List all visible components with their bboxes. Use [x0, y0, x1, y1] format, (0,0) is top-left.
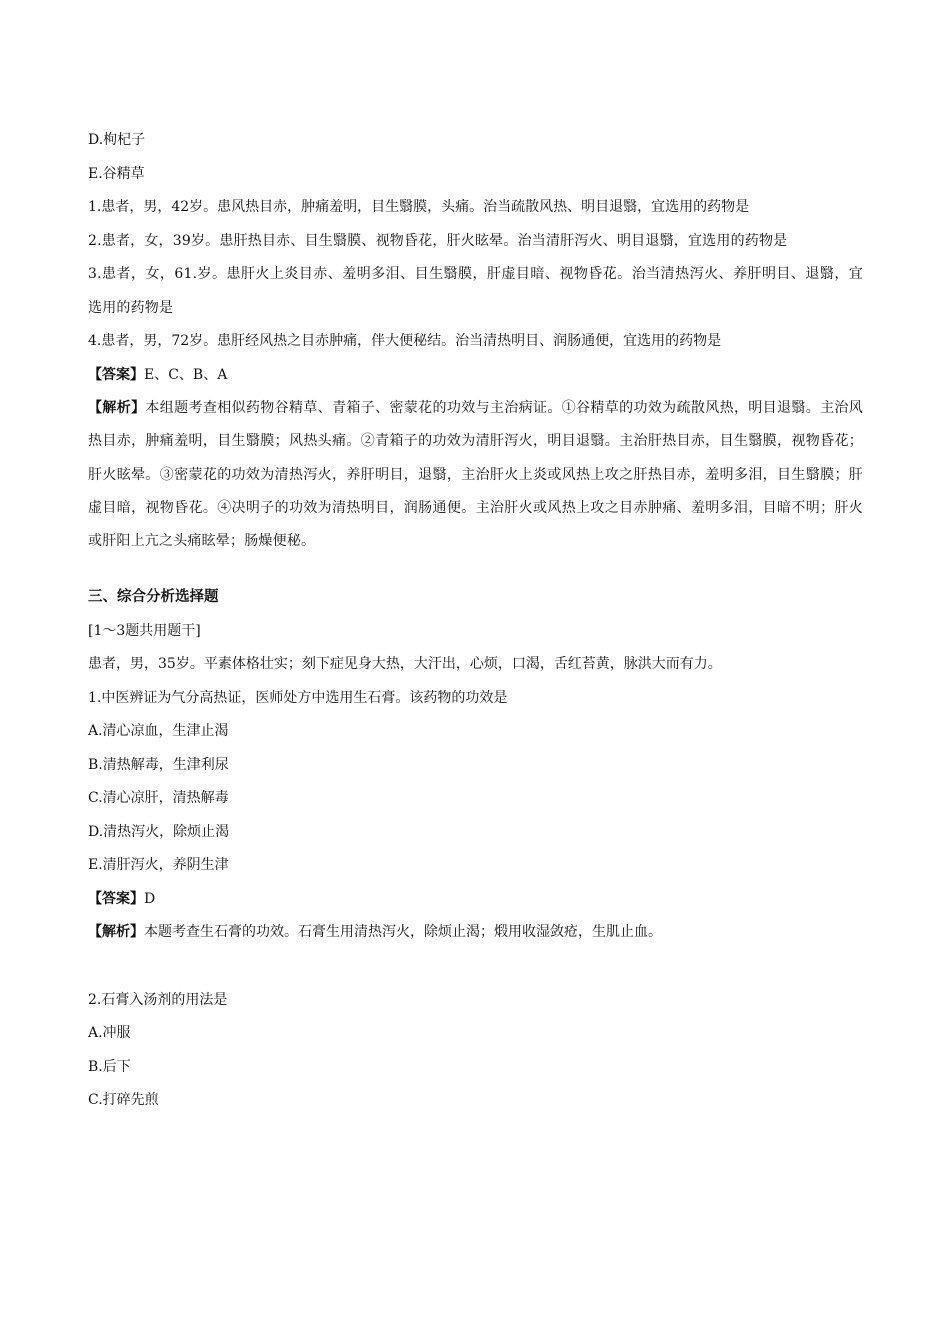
mc-answer-line: [88, 883, 863, 917]
answer-value: E、C、B、A: [144, 366, 228, 383]
question-1: 1.患者，男，42岁。患风热目赤，肿痛羞明，目生翳膜，头痛。治当疏散风热、明目退翳，宜选用的药物是: [88, 199, 750, 215]
mc-question-2: 2.石膏入汤剂的用法是: [88, 991, 228, 1008]
option-d: D.枸杞子: [88, 132, 146, 148]
mc2-option-c: C.打碎先煎: [88, 1092, 159, 1109]
option-e: E.谷精草: [88, 165, 145, 182]
mc-option-d: D.清热泻火，除烦止渴: [88, 823, 230, 840]
spacer: [88, 950, 863, 984]
question-3: 3.患者，女，61.岁。患肝火上炎目赤、羞明多泪、目生翳膜，肝虚目暗、视物昏花。治当清热泻火、养肝明目、退翳，宜选用的药物是: [88, 266, 863, 316]
answer-label: 【答案】: [88, 366, 144, 383]
case-stem: 患者，男，35岁。平素体格壮实；刻下症见身大热，大汗出，心烦，口渴，舌红苔黄，脉洪大而有力。: [88, 656, 722, 673]
answer-line: [88, 359, 863, 393]
mc-analysis-line: [88, 916, 863, 950]
analysis-label: 【解析】: [88, 400, 146, 416]
mc-question-1: 1.中医辨证为气分高热证，医师处方中选用生石膏。该药物的功效是: [88, 689, 508, 706]
mc-option-c: C.清心凉肝，清热解毒: [88, 790, 229, 807]
mc-answer-label: 【答案】: [88, 890, 144, 907]
analysis-paragraph: [88, 392, 863, 558]
document-page: [88, 124, 863, 1118]
mc2-option-a: A.冲服: [88, 1025, 131, 1042]
spacer: [88, 558, 863, 581]
question-2: 2.患者，女，39岁。患肝热目赤、目生翳膜、视物昏花，肝火眩晕。治当清肝泻火、明目退翳，宜选用的药物是: [88, 232, 788, 249]
mc-analysis-text: 本题考查生石膏的功效。石膏生用清热泻火，除烦止渴；煅用收湿敛疮，生肌止血。: [144, 924, 662, 941]
mc-analysis-label: 【解析】: [88, 924, 144, 941]
mc-option-a: A.清心凉血，生津止渴: [88, 723, 229, 740]
mc-option-e: E.清肝泻火，养阴生津: [88, 857, 229, 874]
analysis-text: 本组题考查相似药物谷精草、青箱子、密蒙花的功效与主治病证。①谷精草的功效为疏散风热，明目退翳。主治风热目赤，肿痛羞明，目生翳膜；风热头痛。②青箱子的功效为清肝泻火，明目退翳。主治肝热目赤，目生翳膜，视物昏花；肝火眩晕。③密蒙花的功效为清热泻火，养肝明目，退翳，主治肝火上炎或风热上攻之肝热目赤，羞明多泪，目生翳膜；肝虚目暗，视物昏花。④决明子的功效为清热明目，润肠通便。主治肝火或风热上攻之目赤肿痛、羞明多泪，目暗不明；肝火或肝阳上亢之头痛眩晕；肠燥便秘。: [88, 400, 863, 550]
group-note: [1～3题共用题干]: [88, 622, 201, 639]
mc2-option-b: B.后下: [88, 1058, 131, 1075]
section-title: 三、综合分析选择题: [88, 589, 219, 606]
mc-answer-value: D: [144, 890, 156, 907]
question-4: 4.患者，男，72岁。患肝经风热之目赤肿痛，伴大便秘结。治当清热明目、润肠通便，宜选用的药物是: [88, 333, 722, 349]
mc-option-b: B.清热解毒，生津利尿: [88, 756, 229, 773]
